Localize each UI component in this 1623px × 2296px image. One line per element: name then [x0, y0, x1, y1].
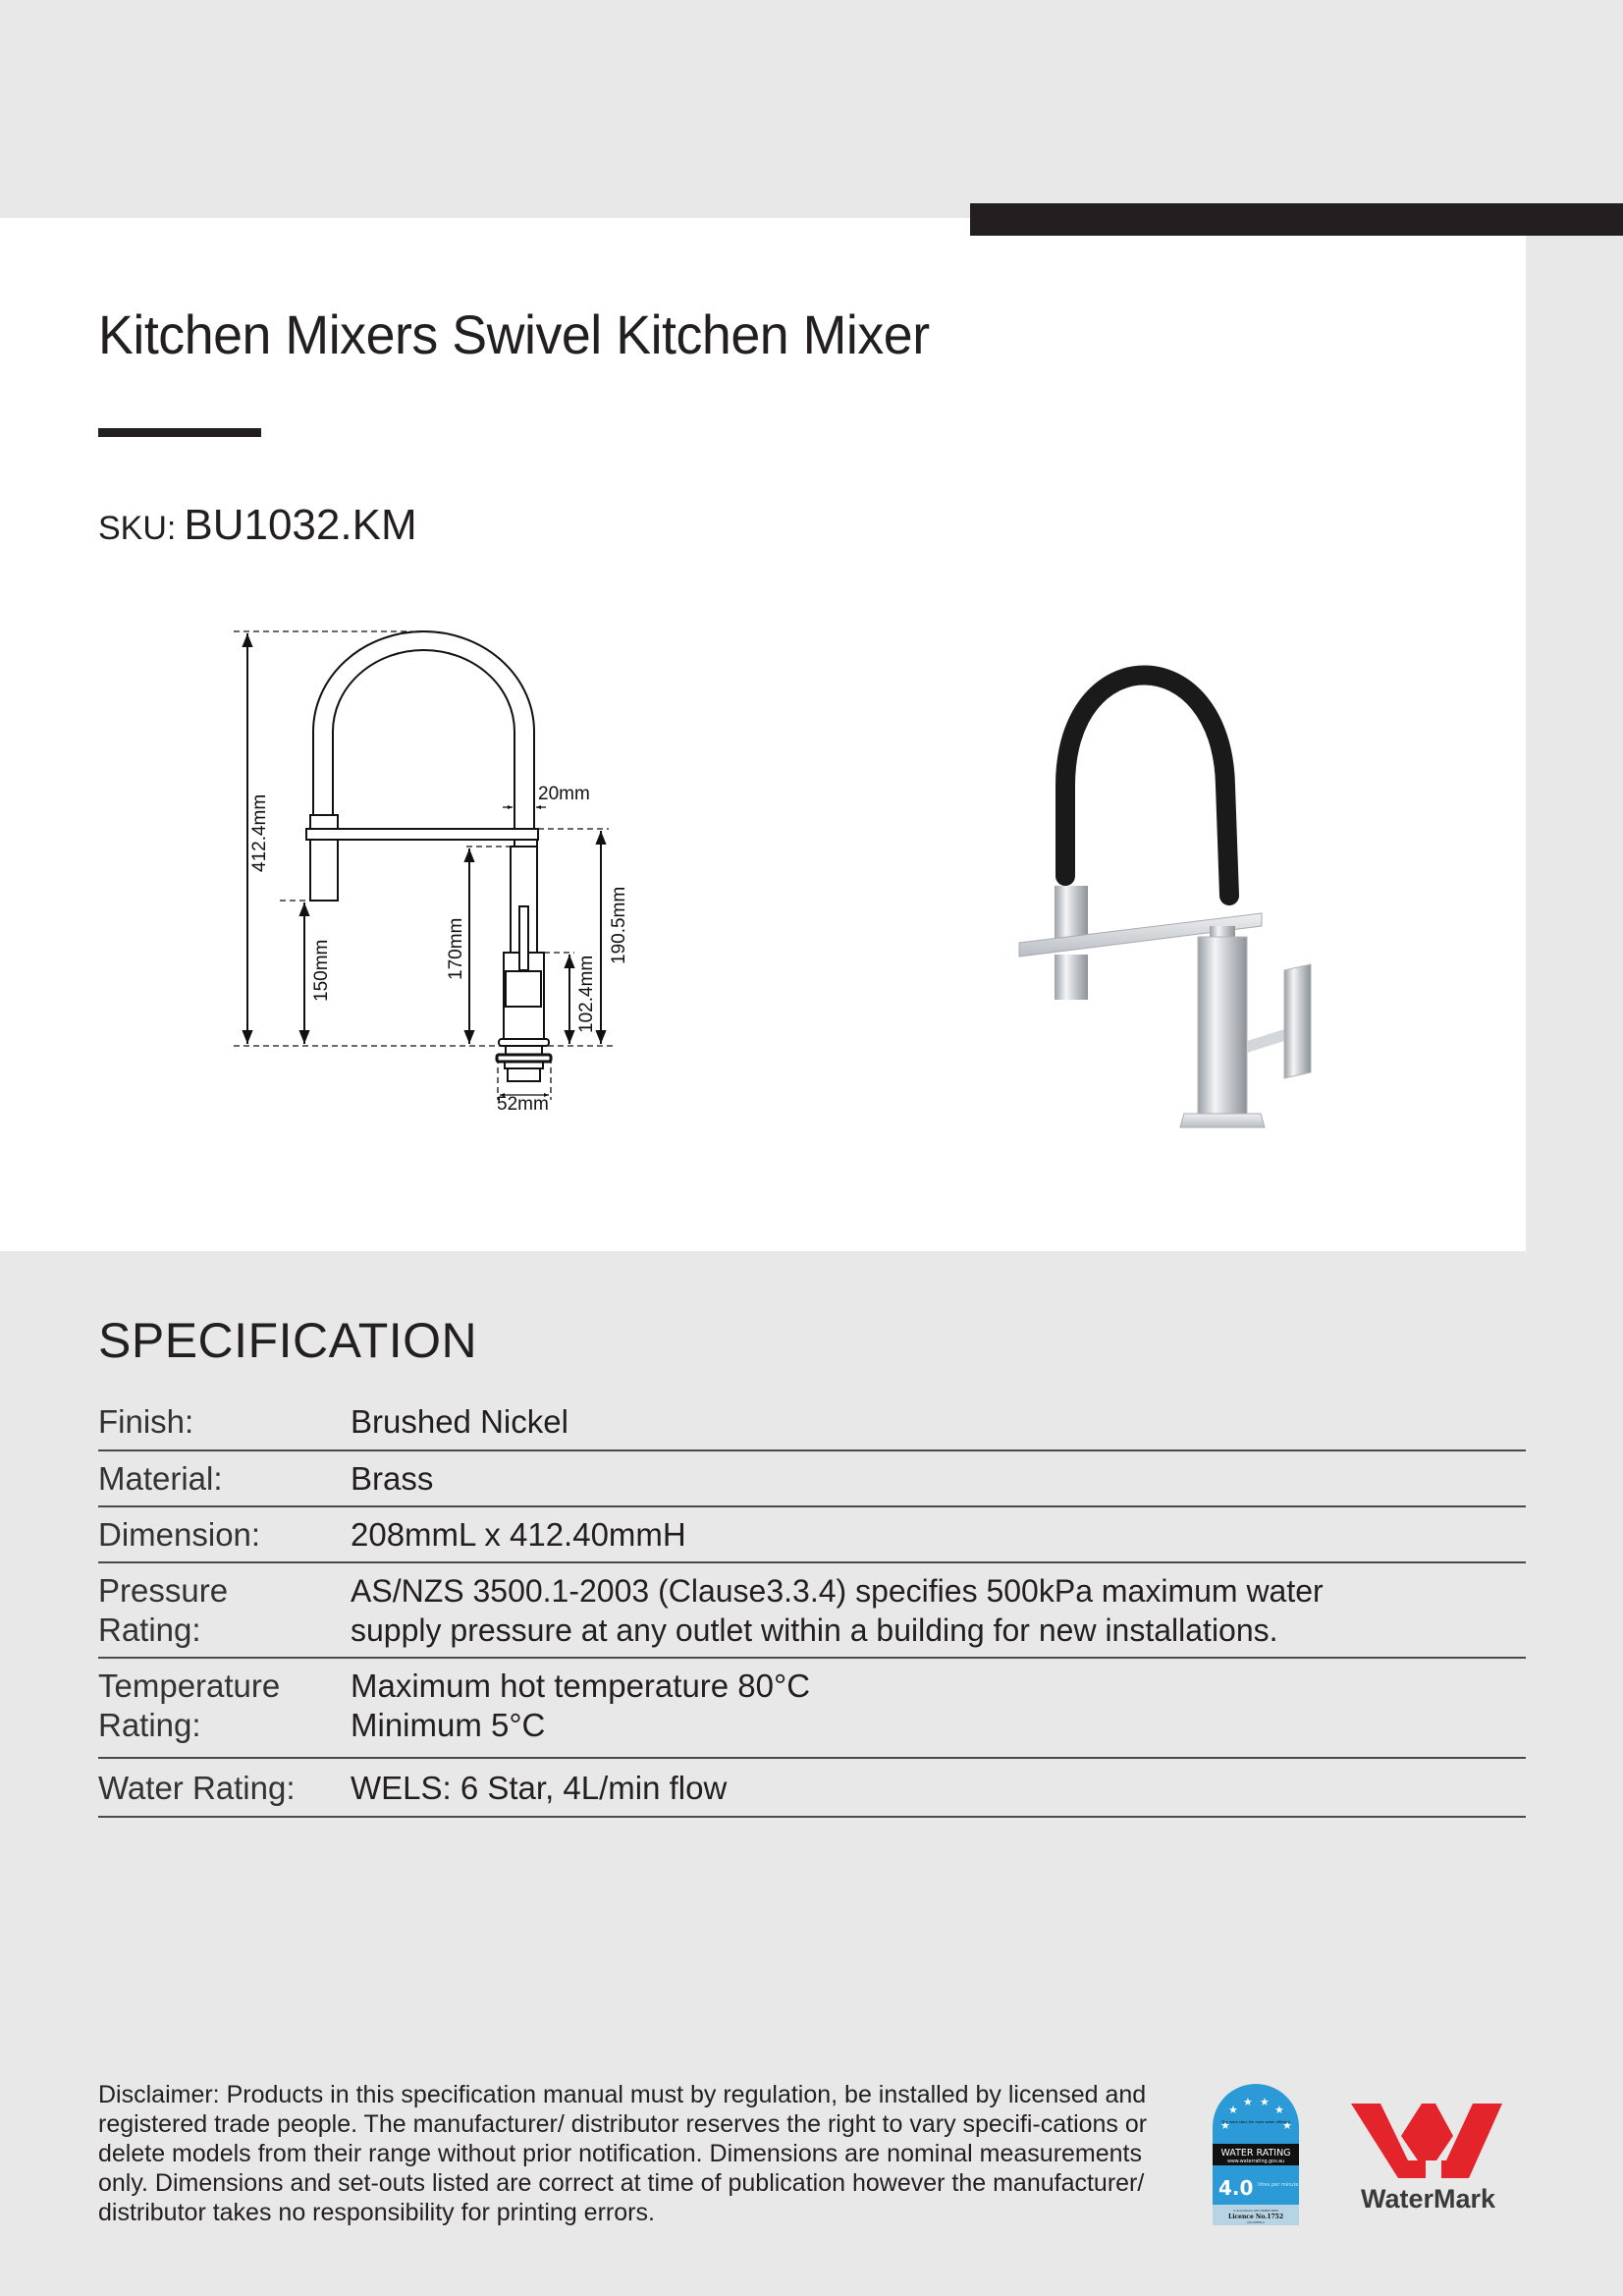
spec-value: Maximum hot temperature 80°C Minimum 5°C [351, 1667, 811, 1743]
svg-text:★: ★ [1243, 2097, 1253, 2108]
spec-value: Brass [351, 1460, 434, 1497]
specification-heading: SPECIFICATION [98, 1313, 478, 1368]
dim-label-total: 412.4mm [249, 793, 270, 872]
mixer-base [1180, 1114, 1265, 1127]
spec-label: Pressure Rating: [98, 1572, 229, 1648]
svg-text:★: ★ [1260, 2097, 1270, 2108]
dim-label-base: 52mm [497, 1094, 549, 1115]
wels-water-rating-badge [1211, 2080, 1301, 2227]
wels-tagline: The more stars the more water efficient [1221, 2120, 1290, 2124]
specification-table [98, 1398, 1526, 1818]
svg-text:★: ★ [1228, 2105, 1238, 2116]
accent-bar [970, 203, 1623, 236]
svg-text:★: ★ [1220, 2120, 1230, 2132]
dim-label-nozzle: 150mm [311, 939, 332, 1002]
dim-label-spout: 190.5mm [609, 886, 629, 964]
dim-label-spout-width: 20mm [538, 784, 590, 804]
disclaimer-text: Disclaimer: Products in this specification manual must by regulation, be installed by licensed and registered trade people. The manufacturer/ distributor reserves the right to vary specifi-cations or delete models from their range without prior notification. Dimensions are nominal measurements only. Dimensions and set-outs listed are correct at time of publication however the manufacturer/ distributor takes no responsibility for printing errors. [98, 2081, 1148, 2226]
svg-text:★: ★ [1282, 2120, 1292, 2132]
sku-line [98, 501, 417, 550]
sku-value: BU1032.KM [184, 501, 417, 549]
mixer-handle [1284, 964, 1311, 1078]
product-title: Kitchen Mixers Swivel Kitchen Mixer [98, 303, 930, 365]
watermark-logo-text: WaterMark [1361, 2184, 1496, 2214]
spec-row-material [98, 1451, 1526, 1507]
spec-value: 208mmL x 412.40mmH [351, 1516, 686, 1553]
wels-url: www.waterrating.gov.au [1226, 2159, 1285, 2164]
hose [1065, 676, 1229, 897]
spec-label: Water Rating: [98, 1770, 296, 1806]
spec-row-pressure [98, 1563, 1526, 1659]
spec-label: Finish: [98, 1403, 194, 1440]
wels-flow-value: 4.0 [1218, 2176, 1254, 2200]
header-band [0, 0, 1623, 218]
spec-value: Brushed Nickel [351, 1403, 568, 1440]
wels-licence: Licence No.1752 [1227, 2214, 1284, 2220]
spec-row-dimension [98, 1507, 1526, 1563]
product-photo [1011, 619, 1325, 1149]
spec-row-temperature [98, 1659, 1526, 1759]
wels-standard: In accordance with AS/NZS 6400 [1233, 2209, 1278, 2213]
wels-heading: WATER RATING [1220, 2148, 1291, 2159]
spec-value: WELS: 6 Star, 4L/min flow [351, 1770, 728, 1806]
spec-label: Temperature Rating: [98, 1667, 281, 1743]
dim-label-body: 170mm [446, 917, 466, 980]
spec-row-finish [98, 1398, 1526, 1451]
spec-value: AS/NZS 3500.1-2003 (Clause3.3.4) specifies 500kPa maximum water supply pressure at any outlet within a building for new installations. [351, 1573, 1324, 1648]
svg-text:★: ★ [1274, 2105, 1284, 2116]
title-underline [98, 428, 261, 437]
spec-label: Material: [98, 1460, 223, 1497]
spec-row-water-rating [98, 1759, 1526, 1818]
dim-label-handle: 102.4mm [576, 955, 597, 1033]
wels-flow-unit: litres per minute [1258, 2182, 1299, 2188]
sku-label: SKU: [98, 510, 177, 547]
wels-brand: AQUAPERLA [1246, 2220, 1266, 2224]
mixer-body [1198, 937, 1247, 1114]
spec-label: Dimension: [98, 1516, 261, 1553]
